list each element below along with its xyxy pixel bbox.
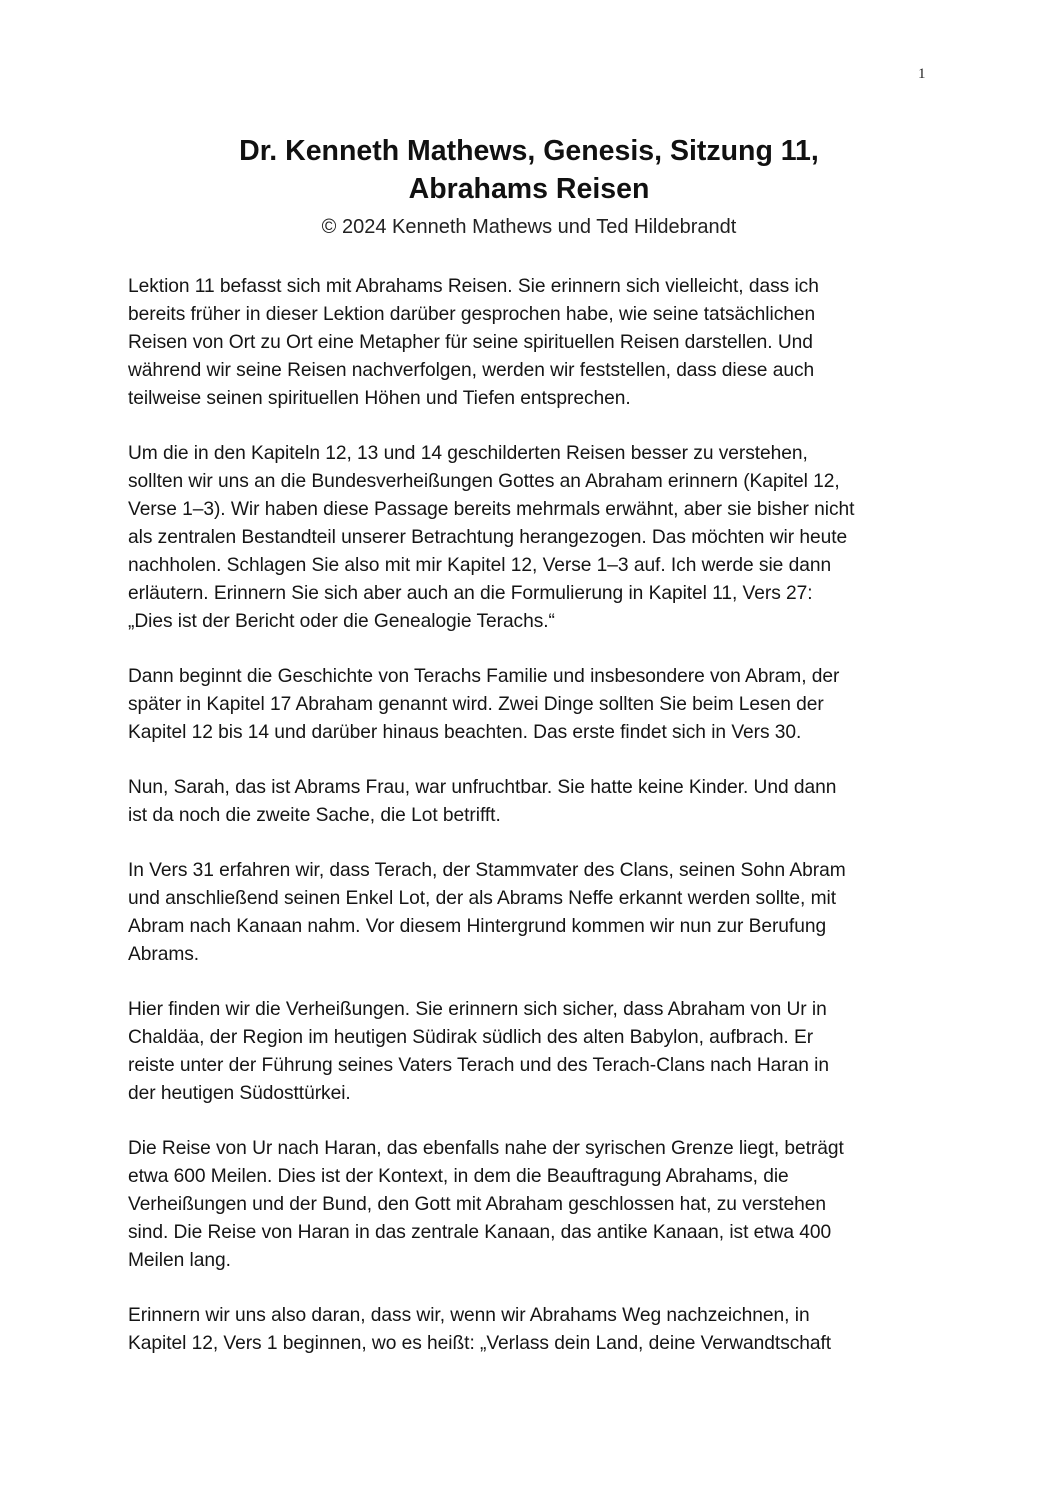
text-line: ist da noch die zweite Sache, die Lot betrifft. [128,805,501,826]
text-line: bereits früher in dieser Lektion darüber gesprochen habe, wie seine tatsächlichen [128,304,816,325]
text-line: sind. Die Reise von Haran in das zentrale Kanaan, das antike Kanaan, ist etwa 400 [128,1222,832,1243]
title-line: Abrahams Reisen [408,173,650,205]
text-line: während wir seine Reisen nachverfolgen, werden wir feststellen, dass diese auch [128,360,815,381]
text-line: teilweise seinen spirituellen Höhen und Tiefen entsprechen. [128,388,631,409]
body-paragraph [128,1302,934,1358]
body-paragraph [128,440,934,636]
body-paragraph [128,857,934,969]
text-line: Abram nach Kanaan nahm. Vor diesem Hintergrund kommen wir nun zur Berufung [128,916,827,937]
body-paragraph [128,774,934,830]
body-paragraph [128,663,934,747]
text-line: der heutigen Südosttürkei. [128,1083,351,1104]
document-title [100,132,958,208]
body-paragraph [128,996,934,1108]
text-line: Chaldäa, der Region im heutigen Südirak südlich des alten Babylon, aufbrach. Er [128,1027,814,1048]
body-paragraph [128,1135,934,1275]
text-line: und anschließend seinen Enkel Lot, der als Abrams Neffe erkannt werden sollte, mit [128,888,837,909]
copyright-notice: © 2024 Kenneth Mathews und Ted Hildebrandt [321,216,737,238]
text-line: Verheißungen und der Bund, den Gott mit Abraham geschlossen hat, zu verstehen [128,1194,827,1215]
text-line: später in Kapitel 17 Abraham genannt wird. Zwei Dinge sollten Sie beim Lesen der [128,694,824,715]
text-line: In Vers 31 erfahren wir, dass Terach, der Stammvater des Clans, seinen Sohn Abram [128,860,846,881]
page-number: 1 [918,66,926,82]
text-line: Lektion 11 befasst sich mit Abrahams Reisen. Sie erinnern sich vielleicht, dass ich [128,276,819,297]
text-line: Hier finden wir die Verheißungen. Sie erinnern sich sicher, dass Abraham von Ur in [128,999,827,1020]
text-line: Um die in den Kapiteln 12, 13 und 14 geschilderten Reisen besser zu verstehen, [128,443,808,464]
text-line: Abrams. [128,944,200,965]
text-line: als zentralen Bestandteil unserer Betrachtung herangezogen. Das möchten wir heute [128,527,848,548]
text-line: Verse 1–3). Wir haben diese Passage bereits mehrmals erwähnt, aber sie bisher nicht [128,499,855,520]
body-paragraph [128,273,934,413]
text-line: „Dies ist der Bericht oder die Genealogie Terachs.“ [128,611,555,632]
title-line: Dr. Kenneth Mathews, Genesis, Sitzung 11, [239,135,819,167]
text-line: Reisen von Ort zu Ort eine Metapher für seine spirituellen Reisen darstellen. Und [128,332,813,353]
text-line: Dann beginnt die Geschichte von Terachs Familie und insbesondere von Abram, der [128,666,840,687]
text-line: Die Reise von Ur nach Haran, das ebenfalls nahe der syrischen Grenze liegt, beträgt [128,1138,844,1159]
text-line: nachholen. Schlagen Sie also mit mir Kapitel 12, Verse 1–3 auf. Ich werde sie dann [128,555,832,576]
text-line: Kapitel 12, Vers 1 beginnen, wo es heißt: „Verlass dein Land, deine Verwandtschaft [128,1333,832,1354]
text-line: sollten wir uns an die Bundesverheißungen Gottes an Abraham erinnern (Kapitel 12, [128,471,840,492]
text-line: erläutern. Erinnern Sie sich aber auch an die Formulierung in Kapitel 11, Vers 27: [128,583,813,604]
text-line: Meilen lang. [128,1250,231,1271]
text-line: Kapitel 12 bis 14 und darüber hinaus beachten. Das erste findet sich in Vers 30. [128,722,802,743]
title-block [100,132,958,240]
text-line: reiste unter der Führung seines Vaters Terach und des Terach-Clans nach Haran in [128,1055,829,1076]
document-body [128,273,934,1385]
text-line: Nun, Sarah, das ist Abrams Frau, war unfruchtbar. Sie hatte keine Kinder. Und dann [128,777,837,798]
text-line: etwa 600 Meilen. Dies ist der Kontext, in dem die Beauftragung Abrahams, die [128,1166,789,1187]
text-line: Erinnern wir uns also daran, dass wir, wenn wir Abrahams Weg nachzeichnen, in [128,1305,810,1326]
